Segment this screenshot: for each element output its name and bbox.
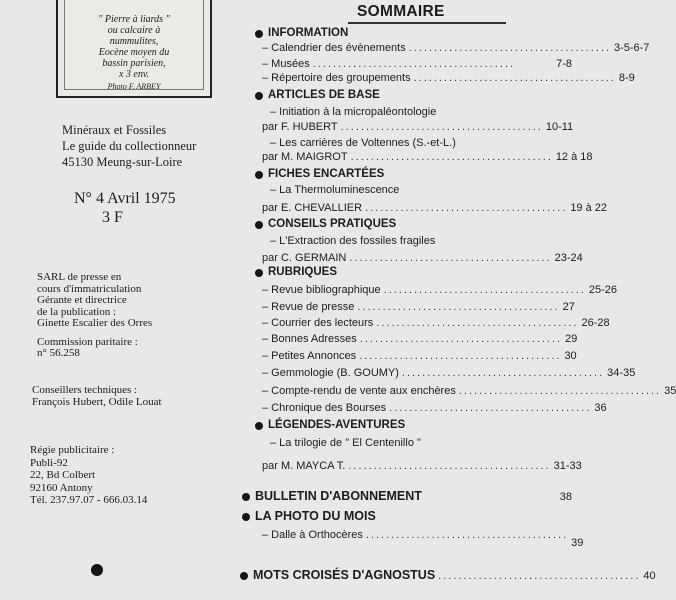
publisher-address: 45130 Meung-sur-Loire	[62, 155, 183, 169]
caption-line: " Pierre à liards "	[98, 14, 170, 25]
entry-page: 3-5-6-7	[613, 42, 650, 54]
entry-title: – Chronique des Bourses	[262, 402, 387, 414]
section-rubriques: RUBRIQUES	[268, 266, 338, 278]
entry-title: – Bonnes Adresses	[262, 333, 357, 345]
toc-entry-title	[270, 137, 572, 149]
issue-price: 3 F	[102, 209, 123, 226]
legal-line: de la publication :	[37, 305, 117, 318]
caption-line: Eocène moyen du	[98, 47, 170, 58]
toc-entry-title	[270, 106, 572, 118]
toc-entry: – Courrier des lecteurs ........................................ 26-28	[262, 317, 610, 329]
entry-title: – Gemmologie (B. GOUMY)	[262, 367, 399, 379]
toc-entry: – Calendrier des évènements ........................................ 3-5-6-7	[262, 42, 650, 54]
toc-entry	[255, 489, 572, 503]
toc-entry: – Musées ........................................ 7-8	[262, 58, 572, 70]
entry-page: 19 à 22	[570, 202, 608, 214]
entry-page: 35	[664, 385, 676, 397]
legal-line: SARL de presse en	[37, 271, 122, 283]
legal-line: Commission paritaire :	[37, 335, 138, 348]
regie-city: 92160 Antony	[30, 481, 93, 494]
toc-entry-title	[270, 184, 572, 196]
regie-name: Publi-92	[30, 456, 68, 469]
entry-author: par C. GERMAIN	[262, 252, 347, 264]
toc-entry: – Chronique des Bourses ........................................ 36	[262, 402, 607, 414]
entry-page: 30	[564, 350, 577, 362]
entry-title: – Musées	[262, 58, 310, 70]
toc-entry: – Revue de presse ........................................ 27	[262, 301, 575, 313]
section-conseils: CONSEILS PRATIQUES	[268, 218, 397, 230]
publisher-name: Minéraux et Fossiles	[62, 123, 167, 137]
entry-page: 29	[565, 333, 578, 345]
entry-page: 31-33	[553, 460, 582, 472]
entry-page: 10-11	[545, 121, 574, 133]
entry-page: 27	[562, 301, 575, 313]
entry-page: 34-35	[607, 367, 636, 379]
section-fiches: FICHES ENCARTÉES	[268, 168, 385, 180]
legal-line: cours d'immatriculation	[37, 282, 142, 295]
publisher-tagline: Le guide du collectionneur	[62, 139, 197, 153]
caption-line: bassin parisien,	[102, 58, 166, 69]
entry-page: 38	[559, 491, 572, 503]
toc-entry: – Petites Annonces ........................................ 30	[262, 350, 577, 362]
section-information: INFORMATION	[268, 27, 349, 39]
entry-page: 23-24	[554, 252, 583, 264]
toc-entry: par M. MAYCA T. ........................................ 31-33	[262, 460, 582, 472]
toc-entry: par M. MAIGROT ........................................ 12 à 18	[262, 151, 593, 163]
regie-street: 22, Bd Colbert	[30, 469, 96, 481]
entry-title: – Initiation à la micropaléontologie	[270, 106, 437, 118]
toc-entry-title	[270, 437, 572, 449]
sommaire-title: SOMMAIRE	[357, 3, 445, 20]
toc-entry: – Dalle à Orthocères ........................................ 39	[262, 529, 584, 549]
regie-phone: Tél. 237.97.07 - 666.03.14	[30, 494, 148, 506]
toc-entry: par F. HUBERT ........................................ 10-11	[262, 121, 574, 133]
photo-credit: Photo F. ARBEY	[107, 82, 161, 91]
toc-entry: – Compte-rendu de vente aux enchères ........................................ 35	[262, 385, 676, 397]
entry-title: – Petites Annonces	[262, 350, 357, 362]
entry-page: 8-9	[618, 72, 635, 84]
issue-number: N° 4 Avril 1975	[74, 190, 176, 207]
toc-entry: par C. GERMAIN ........................................ 23-24	[262, 252, 583, 264]
entry-title: – Calendrier des évènements	[262, 42, 406, 54]
entry-author: par M. MAIGROT	[262, 151, 348, 163]
entry-title: – Compte-rendu de vente aux enchères	[262, 385, 456, 397]
entry-page: 25-26	[588, 284, 618, 296]
section-bulletin: BULLETIN D'ABONNEMENT	[255, 489, 422, 503]
entry-page: 7-8	[556, 58, 572, 70]
section-articles: ARTICLES DE BASE	[268, 89, 380, 101]
entry-page: 39	[571, 537, 584, 549]
entry-title: – La trilogie de " El Centenillo "	[270, 437, 421, 449]
entry-author: par F. HUBERT	[262, 121, 338, 133]
caption-line: ou calcaire à	[107, 25, 161, 36]
entry-title: – Revue bibliographique	[262, 284, 381, 296]
entry-title: – Répertoire des groupements	[262, 72, 411, 84]
entry-page: 12 à 18	[555, 151, 593, 163]
entry-title: – Dalle à Orthocères	[262, 529, 363, 541]
entry-page: 26-28	[581, 317, 610, 329]
legal-line: Ginette Escalier des Orres	[37, 317, 153, 329]
caption-line: nummulites,	[109, 36, 159, 47]
entry-author: par E. CHEVALLIER	[262, 202, 363, 214]
advisors-names: François Hubert, Odile Louat	[32, 396, 162, 408]
entry-page: 40	[643, 570, 656, 582]
toc-entry: par E. CHEVALLIER ........................................ 19 à 22	[262, 202, 608, 214]
section-legendes: LÉGENDES-AVENTURES	[268, 419, 406, 431]
caption-line: x 3 env.	[118, 69, 150, 80]
legal-line: n° 56.258	[37, 347, 80, 359]
toc-entry-title	[270, 235, 572, 247]
toc-entry: – Gemmologie (B. GOUMY) ........................................ 34-35	[262, 367, 636, 379]
legal-line: Gérante et directrice	[37, 294, 127, 306]
regie-label: Régie publicitaire :	[30, 444, 115, 456]
section-photo: LA PHOTO DU MOIS	[255, 509, 376, 523]
advisors-label: Conseillers techniques :	[32, 384, 138, 396]
toc-entry: – Revue bibliographique ........................................ 25-26	[262, 284, 618, 296]
entry-title: – La Thermoluminescence	[270, 184, 400, 196]
toc-entry: – Répertoire des groupements ........................................ 8-9	[262, 72, 635, 84]
entry-title: – Revue de presse	[262, 301, 355, 313]
entry-title: – Les carrières de Voltennes (S.-et-L.)	[270, 137, 456, 149]
entry-title: – Courrier des lecteurs	[262, 317, 374, 329]
entry-author: par M. MAYCA T.	[262, 460, 346, 472]
toc-entry: – Bonnes Adresses ........................................ 29	[262, 333, 578, 345]
toc-entry: MOTS CROISÉS D'AGNOSTUS ........................................ 40	[253, 568, 656, 582]
entry-title: – L'Extraction des fossiles fragiles	[270, 235, 436, 247]
entry-page: 36	[594, 402, 607, 414]
section-mots-croises: MOTS CROISÉS D'AGNOSTUS	[253, 568, 436, 582]
